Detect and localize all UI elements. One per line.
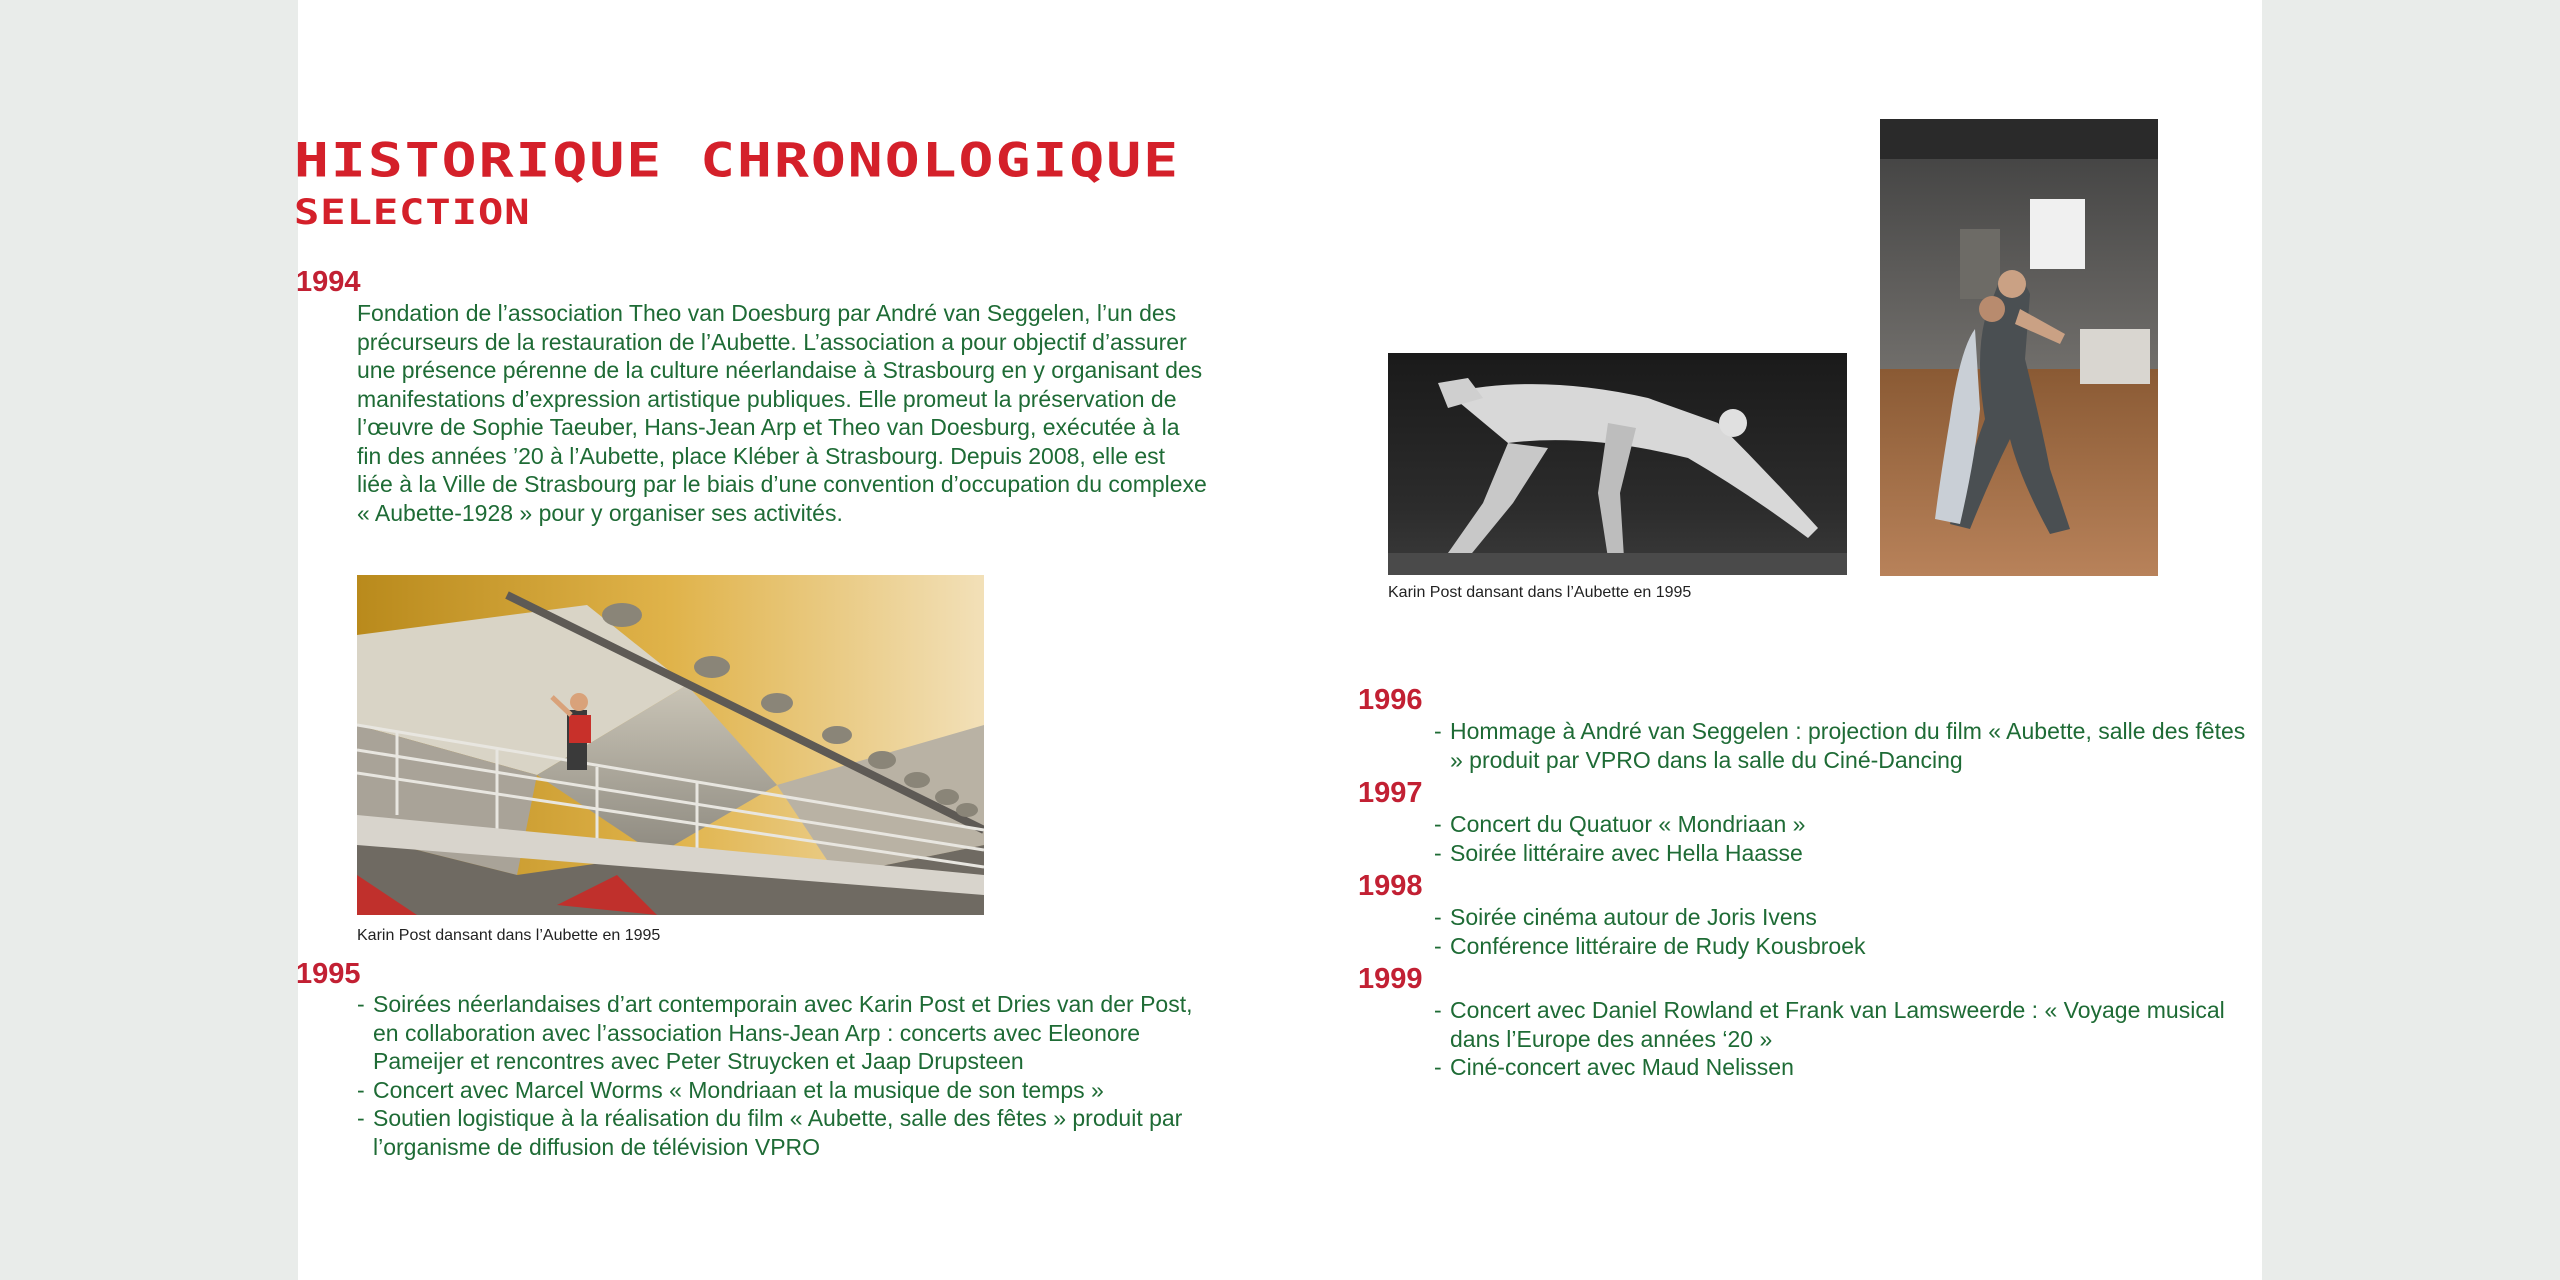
photo-dancers-bw bbox=[1388, 353, 1847, 575]
photo-dancers-ballroom bbox=[1880, 119, 2158, 576]
list-item: - Concert avec Marcel Worms « Mondriaan et la musique de son temps » bbox=[357, 1076, 1104, 1103]
photo-dancer-balcony-image bbox=[357, 575, 984, 915]
list-item: - Ciné-concert avec Maud Nelissen bbox=[1434, 1054, 1794, 1080]
events-1999 bbox=[1434, 996, 2254, 1082]
list-dash: - bbox=[1434, 811, 1442, 837]
list-dash: - bbox=[357, 991, 365, 1017]
photo-dancers-bw-image bbox=[1388, 353, 1847, 575]
list-dash: - bbox=[1434, 997, 1442, 1023]
events-1996 bbox=[1434, 717, 2254, 774]
list-item: - Soirée cinéma autour de Joris Ivens bbox=[1434, 904, 1817, 930]
list-dash: - bbox=[1434, 839, 1442, 866]
events-1997 bbox=[1434, 810, 2254, 867]
page-title: HISTORIQUE CHRONOLOGIQUE bbox=[294, 132, 1181, 188]
list-dash: - bbox=[1434, 1054, 1442, 1080]
list-dash: - bbox=[1434, 904, 1442, 930]
caption-photo-right: Karin Post dansant dans l’Aubette en 1995 bbox=[1388, 584, 1692, 601]
list-item: - Soutien logistique à la réalisation du film « Aubette, salle des fêtes » produit par l’organisme de diffusion de télévision VPRO bbox=[357, 1105, 1183, 1160]
list-item: - Soirées néerlandaises d’art contemporain avec Karin Post et Dries van der Post, en collaboration avec l’association Hans-Jean Arp : concerts avec Eleonore Pameijer et rencontres avec Peter Struycken et Jaap Drupsteen bbox=[357, 991, 1193, 1074]
list-dash: - bbox=[357, 1076, 365, 1103]
page-subtitle: SELECTION bbox=[294, 192, 531, 233]
caption-photo-left: Karin Post dansant dans l’Aubette en 1995 bbox=[357, 927, 661, 944]
year-1996: 1996 bbox=[1358, 684, 1423, 716]
list-item: - Concert avec Daniel Rowland et Frank van Lamsweerde : « Voyage musical dans l’Europe des années ‘20 » bbox=[1434, 997, 2225, 1052]
events-1995 bbox=[357, 990, 1197, 1161]
list-item: - Concert du Quatuor « Mondriaan » bbox=[1434, 811, 1806, 837]
entry-1994-text: Fondation de l’association Theo van Doesburg par André van Seggelen, l’un des précurseurs de la restauration de l’Aubette. L’association a pour objectif d’assurer une présence pérenne de la culture néerlandaise à Strasbourg en y organisant des manifestations d’expression artistique publiques. Elle promeut la préservation de l’œuvre de Sophie Taeuber, Hans-Jean Arp et Theo van Doesburg, exécutée à la fin des années ’20 à l’Aubette, place Kléber à Strasbourg. Depuis 2008, elle est liée à la Ville de Strasbourg par le biais d’une convention d’occupation du complexe « Aubette-1928 » pour y organiser ses activités. bbox=[357, 300, 1207, 526]
year-1999: 1999 bbox=[1358, 963, 1423, 995]
list-dash: - bbox=[1434, 932, 1442, 959]
photo-dancer-balcony bbox=[357, 575, 984, 915]
year-1995: 1995 bbox=[296, 958, 361, 990]
events-1998 bbox=[1434, 903, 2254, 960]
list-dash: - bbox=[1434, 718, 1442, 744]
list-item: - Soirée littéraire avec Hella Haasse bbox=[1434, 839, 1803, 866]
list-item: - Conférence littéraire de Rudy Kousbroek bbox=[1434, 932, 1866, 959]
list-dash: - bbox=[357, 1105, 365, 1131]
year-1998: 1998 bbox=[1358, 870, 1423, 902]
year-1994: 1994 bbox=[296, 266, 361, 298]
list-item: - Hommage à André van Seggelen : projection du film « Aubette, salle des fêtes » produit par VPRO dans la salle du Ciné-Dancing bbox=[1434, 718, 2246, 773]
photo-dancers-ballroom-image bbox=[1880, 119, 2158, 576]
year-1997: 1997 bbox=[1358, 777, 1423, 809]
